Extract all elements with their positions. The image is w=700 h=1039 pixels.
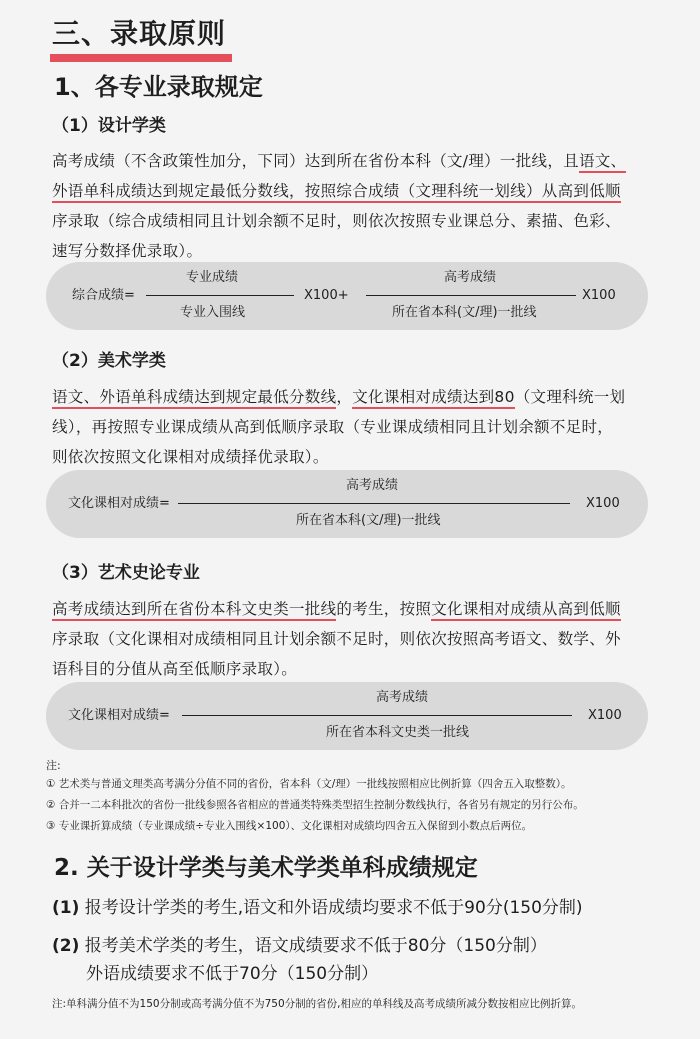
design-text-1: 高考成绩（不含政策性加分，下同）达到所在省份本科（文/理）一批线，且 [52,152,579,170]
formula-numerator: 高考成绩 [376,690,429,705]
rule-item-1-text: 报考设计学类的考生,语文和外语成绩均要求不低于90分(150分制) [84,898,583,918]
note-1: ① 艺术类与普通文理类高考满分分值不同的省份，省本科（文/理）一批线按照相应比例折算（四舍五入取整数）。 [46,778,572,790]
design-text-4: 速写分数择优录取）。 [52,242,203,260]
formula-multiplier-2: X100 [582,288,616,303]
art-history-paragraph [52,594,652,684]
art-history-text-2: 序录取（文化课相对成绩相同且计划余额不足时，则依次按照高考语文、数学、外 [52,630,621,648]
formula-label: 文化课相对成绩= [68,708,170,723]
formula-multiplier: X100 [586,496,620,511]
design-formula [46,262,648,330]
fine-arts-paragraph [52,382,652,472]
fraction-line [178,503,570,504]
art-history-heading: （3）艺术史论专业 [52,563,200,583]
formula-multiplier: X100 [588,708,622,723]
footnote: 注:单科满分值不为150分制或高考满分值不为750分制的省份,相应的单科线及高考成绩所减分数按相应比例折算。 [52,998,582,1010]
fine-arts-text-3: 则依次按照文化课相对成绩择优录取）。 [52,448,329,466]
rule-item-1-number: (1) [52,898,80,918]
fine-arts-heading: （2）美术学类 [52,351,166,371]
part2-heading: 2. 关于设计学类与美术学类单科成绩规定 [54,855,478,881]
formula-denominator: 所在省本科(文/理)一批线 [296,513,441,528]
fraction-line-2 [366,295,576,296]
design-text-2: 外语单科成绩达到规定最低分数线，按照综合成绩（文理科统一划线）从高到低顺 [52,182,621,203]
design-text-3: 序录取（综合成绩相同且计划余额不足时，则依次按照专业课总分、素描、色彩、 [52,212,621,230]
formula-denominator: 所在省本科文史类一批线 [326,725,470,740]
notes-label: 注: [46,759,61,772]
formula-numerator-1: 专业成绩 [186,270,239,285]
formula-denominator-1: 专业入围线 [180,305,246,320]
note-3: ③ 专业课折算成绩（专业课成绩÷专业入围线×100）、文化课相对成绩均四舍五入保留到小数点后两位。 [46,820,533,832]
design-text-1-underline: 语文、 [579,152,626,173]
part1-heading: 1、各专业录取规定 [54,73,263,101]
art-history-formula [46,682,648,750]
rule-item-1 [52,894,583,922]
art-history-text-3: 语科目的分值从高至低顺序录取）。 [52,660,298,678]
rule-item-2 [52,932,547,960]
fraction-line-1 [146,295,294,296]
formula-denominator-2: 所在省本科(文/理)一批线 [392,305,537,320]
art-history-text-1-underline: 高考成绩达到所在省份本科文史类一批线 [52,600,336,621]
fine-arts-text-1b: 文化课相对成绩达到80 [352,388,515,409]
formula-numerator-2: 高考成绩 [444,270,497,285]
section-title: 三、录取原则 [50,14,232,62]
fine-arts-text-1-underline: 语文、外语单科成绩达到规定最低分数线 [52,388,336,409]
rule-item-2-text-a: 报考美术学类的考生，语文成绩要求不低于80分（150分制） [84,936,547,956]
fraction-line [182,715,572,716]
formula-label: 文化课相对成绩= [68,496,170,511]
design-paragraph [52,146,652,266]
design-heading: （1）设计学类 [52,116,166,136]
rule-item-2-number: (2) [52,936,80,956]
fine-arts-formula [46,470,648,538]
fine-arts-text-1a: ， [336,388,353,406]
rule-item-2-text-b: 外语成绩要求不低于70分（150分制） [86,964,379,984]
formula-numerator: 高考成绩 [346,478,399,493]
fine-arts-text-1c: （文理科统一划 [514,388,626,406]
fine-arts-text-2: 线），再按照专业课成绩从高到低顺序录取（专业课成绩相同且计划余额不足时， [52,418,614,436]
art-history-text-1a: 的考生，按照 [336,600,432,618]
art-history-text-1b: 文化课相对成绩从高到低顺 [431,600,621,621]
note-2: ② 合并一二本科批次的省份一批线参照各省相应的普通类特殊类型招生控制分数线执行，各省另有规定的另行公布。 [46,799,584,811]
formula-multiplier-1: X100+ [304,288,349,303]
formula-label: 综合成绩= [72,288,135,303]
